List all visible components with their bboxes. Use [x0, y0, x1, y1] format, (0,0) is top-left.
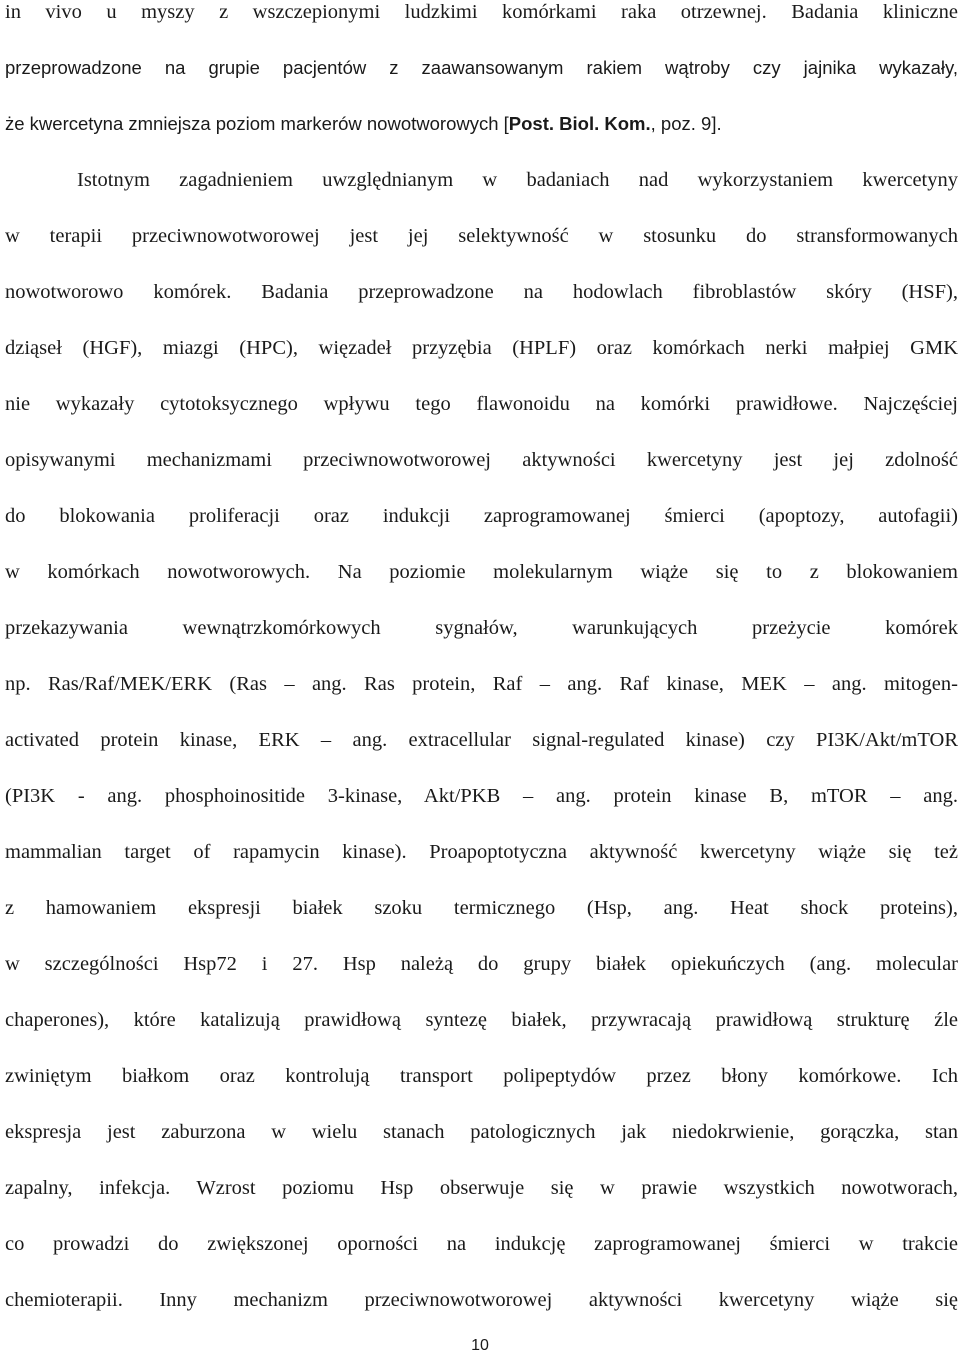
- text-line: chaperones), które katalizują prawidłową syntezę białek, przywracają prawidłową strukturę źle: [5, 1009, 958, 1031]
- text-segment: że kwercetyna zmniejsza poziom markerów nowotworowych [: [5, 113, 509, 134]
- text-line: zwiniętym białkom oraz kontrolują transport polipeptydów przez błony komórkowe. Ich: [5, 1065, 958, 1087]
- text-line: z hamowaniem ekspresji białek szoku termicznego (Hsp, ang. Heat shock proteins),: [5, 897, 958, 919]
- text-line: dziąseł (HGF), miazgi (HPC), więzadeł przyzębia (HPLF) oraz komórkach nerki małpiej GMK: [5, 337, 958, 359]
- text-line: przekazywania wewnątrzkomórkowych sygnałów, warunkujących przeżycie komórek: [5, 617, 958, 639]
- paragraph-first-line: Istotnym zagadnieniem uwzględnianym w badaniach nad wykorzystaniem kwercetyny: [77, 169, 958, 191]
- reference-citation: Post. Biol. Kom.: [508, 113, 651, 134]
- text-line: nie wykazały cytotoksycznego wpływu tego flawonoidu na komórki prawidłowe. Najczęściej: [5, 393, 958, 415]
- text-line: do blokowania proliferacji oraz indukcji zaprogramowanej śmierci (apoptozy, autofagii): [5, 505, 958, 527]
- text-line: opisywanymi mechanizmami przeciwnowotworowej aktywności kwercetyny jest jej zdolność: [5, 449, 958, 471]
- text-line: w terapii przeciwnowotworowej jest jej selektywność w stosunku do stransformowanych: [5, 225, 958, 247]
- text-line: mammalian target of rapamycin kinase). Proapoptotyczna aktywność kwercetyny wiąże się też: [5, 841, 958, 863]
- text-line: co prowadzi do zwiększonej oporności na indukcję zaprogramowanej śmierci w trakcie: [5, 1233, 958, 1255]
- text-line: ekspresja jest zaburzona w wielu stanach patologicznych jak niedokrwienie, gorączka, stan: [5, 1121, 958, 1143]
- text-line: nowotworowo komórek. Badania przeprowadzone na hodowlach fibroblastów skóry (HSF),: [5, 281, 958, 303]
- text-line: przeprowadzone na grupie pacjentów z zaawansowanym rakiem wątroby czy jajnika wykazały,: [5, 57, 958, 78]
- text-line: w szczególności Hsp72 i 27. Hsp należą do grupy białek opiekuńczych (ang. molecular: [5, 953, 958, 975]
- text-line: chemioterapii. Inny mechanizm przeciwnowotworowej aktywności kwercetyny wiąże się: [5, 1289, 958, 1311]
- page-number: 10: [471, 1337, 489, 1354]
- text-line: (PI3K - ang. phosphoinositide 3-kinase, Akt/PKB – ang. protein kinase B, mTOR – ang.: [5, 785, 958, 807]
- text-segment: , poz. 9].: [650, 113, 722, 134]
- text-line: w komórkach nowotworowych. Na poziomie molekularnym wiąże się to z blokowaniem: [5, 561, 958, 583]
- text-line: activated protein kinase, ERK – ang. extracellular signal-regulated kinase) czy PI3K/Akt/mTOR: [5, 729, 958, 751]
- text-line-with-reference: [5, 109, 958, 139]
- text-line: np. Ras/Raf/MEK/ERK (Ras – ang. Ras protein, Raf – ang. Raf kinase, MEK – ang. mitogen-: [5, 673, 958, 695]
- text-line: zapalny, infekcja. Wzrost poziomu Hsp obserwuje się w prawie wszystkich nowotworach,: [5, 1177, 958, 1199]
- text-line: in vivo u myszy z wszczepionymi ludzkimi komórkami raka otrzewnej. Badania kliniczne: [5, 1, 958, 23]
